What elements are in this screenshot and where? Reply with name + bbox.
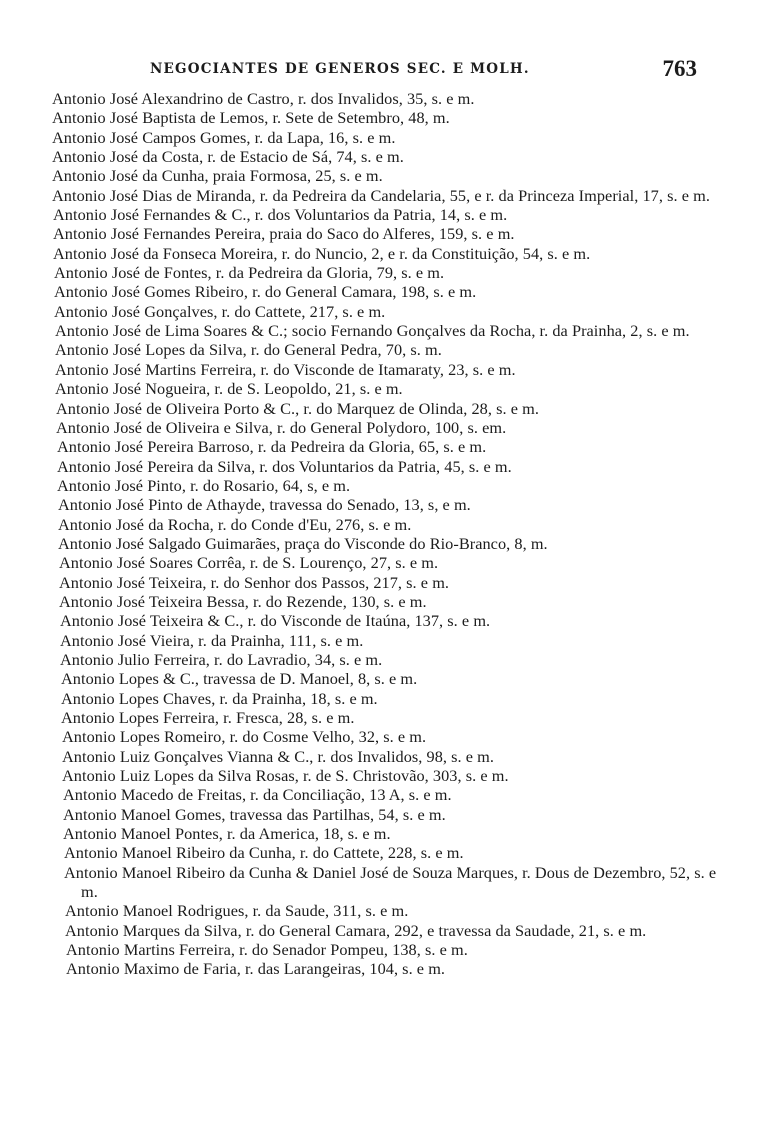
entry: Antonio Macedo de Freitas, r. da Conciliação, 13 A, s. e m.: [63, 785, 452, 805]
entry: Antonio Marques da Silva, r. do General Camara, 292, e travessa da Saudade, 21, s. e m.: [65, 920, 647, 940]
entry: Antonio Martins Ferreira, r. do Senador Pompeu, 138, s. e m.: [66, 940, 468, 960]
entry: Antonio José Alexandrino de Castro, r. dos Invalidos, 35, s. e m.: [52, 89, 475, 108]
entry: Antonio José Baptista de Lemos, r. Sete de Setembro, 48, m.: [52, 108, 450, 128]
entry: Antonio José Martins Ferreira, r. do Visconde de Itamaraty, 23, s. e m.: [55, 359, 516, 379]
entry: Antonio José Pereira Barroso, r. da Pedreira da Gloria, 65, s. e m.: [57, 437, 487, 457]
entry: Antonio José Lopes da Silva, r. do General Pedra, 70, s. m.: [55, 340, 442, 360]
entry: Antonio Manoel Rodrigues, r. da Saude, 311, s. e m.: [65, 901, 409, 921]
entry: Antonio José Teixeira, r. do Senhor dos Passos, 217, s. e m.: [59, 572, 450, 592]
entry: Antonio Manoel Ribeiro da Cunha, r. do Cattete, 228, s. e m.: [64, 843, 464, 863]
entry: Antonio José da Fonseca Moreira, r. do Nuncio, 2, e r. da Constituição, 54, s. e m.: [53, 243, 591, 263]
page-number: 763: [662, 56, 697, 81]
page-header: [60, 56, 699, 86]
entry: Antonio Luiz Lopes da Silva Rosas, r. de S. Christovão, 303, s. e m.: [62, 766, 509, 786]
entry: Antonio Manoel Ribeiro da Cunha & Daniel José de Souza Marques, r. Dous de Dezembro, 52, s. e m.: [64, 862, 717, 902]
entry: Antonio José de Oliveira Porto & C., r. do Marquez de Olinda, 28, s. e m.: [56, 398, 539, 418]
entry: Antonio Lopes & C., travessa de D. Manoel, 8, s. e m.: [61, 669, 418, 689]
entry: Antonio Luiz Gonçalves Vianna & C., r. dos Invalidos, 98, s. e m.: [62, 746, 495, 766]
entry: Antonio José Dias de Miranda, r. da Pedreira da Candelaria, 55, e r. da Princeza Imperial, 17, s. e m.: [52, 185, 710, 205]
entry: Antonio José de Fontes, r. da Pedreira da Gloria, 79, s. e m.: [54, 263, 445, 283]
entry: Antonio José Gomes Ribeiro, r. do General Camara, 198, s. e m.: [54, 282, 477, 302]
entry: Antonio José de Lima Soares & C.; socio Fernando Gonçalves da Rocha, r. da Prainha, 2, s. e m.: [55, 321, 690, 341]
entry: Antonio Manoel Pontes, r. da America, 18, s. e m.: [63, 824, 391, 844]
entry: Antonio José Salgado Guimarães, praça do Visconde do Rio-Branco, 8, m.: [58, 533, 548, 553]
entry: Antonio José Teixeira & C., r. do Visconde de Itaúna, 137, s. e m.: [60, 611, 491, 631]
entry: Antonio José Soares Corrêa, r. de S. Lourenço, 27, s. e m.: [59, 553, 439, 573]
entry: Antonio José Pereira da Silva, r. dos Voluntarios da Patria, 45, s. e m.: [57, 456, 512, 476]
entry: Antonio Maximo de Faria, r. das Larangeiras, 104, s. e m.: [66, 959, 446, 979]
entry: Antonio José Nogueira, r. de S. Leopoldo, 21, s. e m.: [55, 379, 403, 399]
entry: Antonio Lopes Chaves, r. da Prainha, 18, s. e m.: [61, 688, 378, 708]
entry: Antonio José Vieira, r. da Prainha, 111, s. e m.: [60, 630, 364, 650]
entry: Antonio José da Cunha, praia Formosa, 25, s. e m.: [52, 166, 383, 186]
entry: Antonio José Teixeira Bessa, r. do Rezende, 130, s. e m.: [59, 591, 427, 611]
entry: Antonio José Fernandes & C., r. dos Voluntarios da Patria, 14, s. e m.: [53, 205, 508, 225]
entry: Antonio José de Oliveira e Silva, r. do General Polydoro, 100, s. em.: [56, 417, 507, 437]
entry: Antonio José da Costa, r. de Estacio de Sá, 74, s. e m.: [52, 147, 404, 167]
running-head: NEGOCIANTES DE GENEROS SEC. E MOLH.: [150, 61, 530, 77]
directory-entries: [0, 89, 757, 979]
entry: Antonio Julio Ferreira, r. do Lavradio, 34, s. e m.: [60, 649, 383, 669]
entry: Antonio José Gonçalves, r. do Cattete, 217, s. e m.: [54, 301, 386, 321]
entry: Antonio Manoel Gomes, travessa das Partilhas, 54, s. e m.: [63, 804, 446, 824]
entry: Antonio José Pinto de Athayde, travessa do Senado, 13, s, e m.: [58, 495, 471, 515]
entry: Antonio José Fernandes Pereira, praia do Saco do Alferes, 159, s. e m.: [53, 224, 515, 244]
entry: Antonio José Campos Gomes, r. da Lapa, 16, s. e m.: [52, 127, 396, 147]
entry: Antonio José Pinto, r. do Rosario, 64, s, e m.: [57, 475, 351, 495]
entry: Antonio Lopes Ferreira, r. Fresca, 28, s. e m.: [61, 708, 355, 727]
entry: Antonio José da Rocha, r. do Conde d'Eu, 276, s. e m.: [58, 514, 412, 534]
entry: Antonio Lopes Romeiro, r. do Cosme Velho, 32, s. e m.: [62, 727, 427, 747]
